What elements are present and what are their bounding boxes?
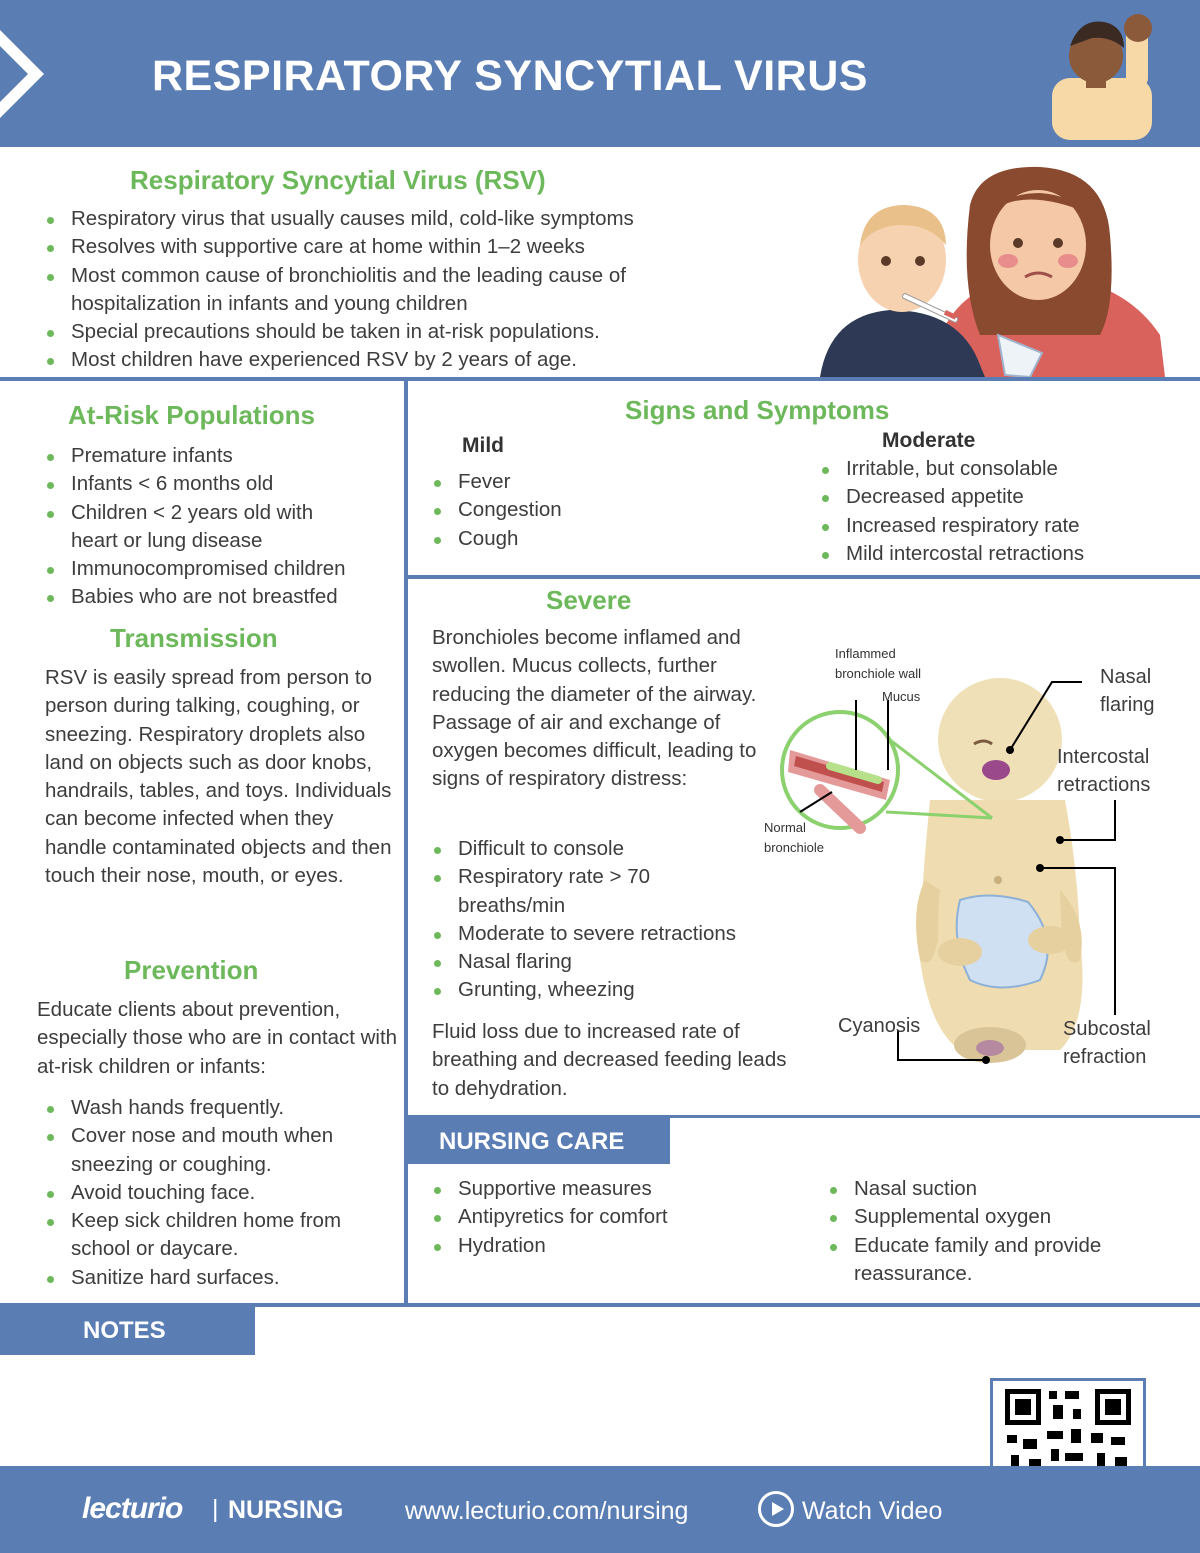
list-item: Cover nose and mouth when sneezing or coughing. — [45, 1122, 375, 1179]
cyanosis-label: Cyanosis — [838, 1015, 921, 1037]
footer-divider: | — [212, 1495, 219, 1523]
divider — [0, 377, 1200, 381]
list-item: Resolves with supportive care at home within 1–2 weeks — [45, 233, 765, 261]
list-item: Supportive measures — [432, 1175, 792, 1203]
list-item: Most common cause of bronchiolitis and the leading cause of hospitalization in infants and young children — [45, 262, 705, 319]
list-item: Children < 2 years old with heart or lung disease — [45, 499, 365, 556]
list-item: Educate family and provide reassurance. — [828, 1232, 1148, 1289]
severe-intro: Bronchioles become inflamed and swollen. Mucus collects, further reducing the diameter of the airway. Passage of air and exchange of oxygen becomes difficult, leading to signs of respiratory distress: — [432, 626, 757, 791]
list-item: Most children have experienced RSV by 2 years of age. — [45, 346, 765, 374]
waving-child-illustration-icon — [1040, 8, 1170, 140]
list-item: Wash hands frequently. — [45, 1094, 400, 1122]
list-item: Cough — [432, 525, 732, 553]
watch-video-link[interactable]: Watch Video — [802, 1497, 943, 1525]
rsv-list — [45, 205, 765, 375]
mild-list — [432, 468, 732, 553]
divider — [404, 381, 408, 1305]
list-item: Special precautions should be taken in at-risk populations. — [45, 318, 765, 346]
severe-heading: Severe — [546, 585, 632, 615]
list-item: Premature infants — [45, 442, 400, 470]
footer-url-link[interactable]: www.lecturio.com/nursing — [405, 1497, 689, 1525]
list-item: Respiratory virus that usually causes mild, cold-like symptoms — [45, 205, 765, 233]
list-item: Respiratory rate > 70 breaths/min — [432, 863, 692, 920]
prevention-list — [45, 1094, 400, 1292]
nursing-list-col1 — [432, 1175, 792, 1260]
moderate-list — [820, 455, 1190, 568]
moderate-label: Moderate — [882, 429, 976, 452]
nasal-flaring-label: Nasal flaring — [1100, 666, 1155, 716]
list-item: Fever — [432, 468, 732, 496]
list-item: Nasal flaring — [432, 948, 792, 976]
transmission-text: RSV is easily spread from person to person during talking, coughing, or sneezing. Respiratory droplets also land on objects such as door knobs, handrails, tables, and toys. Individuals can become infected when they handle contaminated objects and then touch their nose, mouth, or eyes. — [45, 666, 392, 888]
list-item: Babies who are not breastfed — [45, 583, 400, 611]
page-title: RESPIRATORY SYNCYTIAL VIRUS — [152, 52, 868, 100]
footer-nursing-label: NURSING — [228, 1496, 344, 1524]
normal-bronchiole-label: Normal bronchiole — [764, 820, 824, 855]
sick-children-illustration-icon — [820, 165, 1180, 377]
list-item: Nasal suction — [828, 1175, 1178, 1203]
list-item: Hydration — [432, 1232, 792, 1260]
list-item: Supplemental oxygen — [828, 1203, 1178, 1231]
list-item: Congestion — [432, 496, 732, 524]
list-item: Moderate to severe retractions — [432, 920, 792, 948]
list-item: Keep sick children home from school or daycare. — [45, 1207, 385, 1264]
list-item: Difficult to console — [432, 835, 792, 863]
at-risk-heading: At-Risk Populations — [68, 400, 316, 430]
transmission-heading: Transmission — [110, 623, 278, 653]
inflamed-wall-label: Inflammed bronchiole wall — [835, 646, 921, 681]
play-icon[interactable] — [758, 1491, 794, 1527]
prevention-heading: Prevention — [124, 955, 259, 985]
list-item: Sanitize hard surfaces. — [45, 1264, 400, 1292]
prevention-intro: Educate clients about prevention, especially those who are in contact with at-risk children or infants: — [37, 998, 398, 1078]
notes-tab: NOTES — [0, 1307, 255, 1355]
list-item: Immunocompromised children — [45, 555, 400, 583]
footer-bar — [0, 1466, 1200, 1553]
list-item: Antipyretics for comfort — [432, 1203, 792, 1231]
header-bar — [0, 0, 1200, 147]
list-item: Increased respiratory rate — [820, 512, 1190, 540]
list-item: Infants < 6 months old — [45, 470, 400, 498]
mild-label: Mild — [462, 434, 504, 457]
list-item: Avoid touching face. — [45, 1179, 400, 1207]
mucus-label: Mucus — [882, 689, 921, 704]
severe-list — [432, 835, 792, 1005]
nursing-list-col2 — [828, 1175, 1178, 1288]
at-risk-list — [45, 442, 400, 612]
lecturio-logo[interactable]: lecturio — [82, 1492, 183, 1525]
list-item: Grunting, wheezing — [432, 976, 792, 1004]
severe-outro: Fluid loss due to increased rate of breathing and decreased feeding leads to dehydration. — [432, 1020, 787, 1100]
divider — [408, 575, 1200, 579]
intercostal-label: Intercostal retractions — [1057, 746, 1151, 796]
signs-heading: Signs and Symptoms — [625, 395, 890, 425]
list-item: Irritable, but consolable — [820, 455, 1190, 483]
subcostal-label: Subcostal refraction — [1063, 1018, 1151, 1068]
nursing-care-tab: NURSING CARE — [408, 1118, 670, 1164]
list-item: Mild intercostal retractions — [820, 540, 1190, 568]
chevron-decoration-icon — [0, 0, 60, 147]
list-item: Decreased appetite — [820, 483, 1190, 511]
rsv-heading: Respiratory Syncytial Virus (RSV) — [130, 165, 546, 195]
